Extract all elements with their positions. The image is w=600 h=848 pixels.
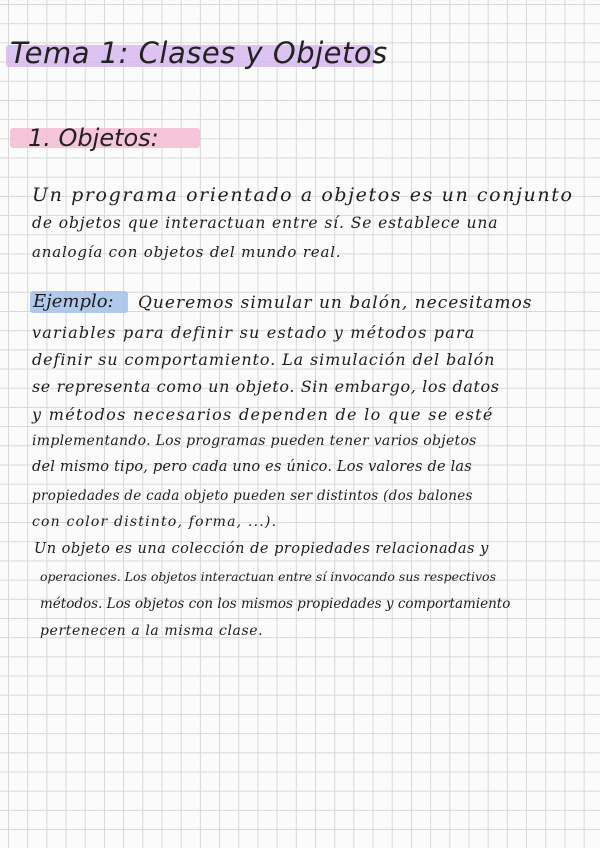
page-title: Tema 1: Clases y Objetos [10,36,388,70]
intro-line: de objetos que interactuan entre sí. Se establece una [32,214,499,232]
example-line: variables para definir su estado y métodos para [32,323,476,342]
example-line: implementando. Los programas pueden tener varios objetos [32,433,477,449]
example-line: se representa como un objeto. Sin embargo, los datos [32,377,500,396]
section-heading: 1. Objetos: [28,124,159,152]
example-line: y métodos necesarios dependen de lo que se esté [32,405,494,424]
example-line: del mismo tipo, pero cada uno es único. Los valores de las [32,459,472,475]
definition-line: pertenecen a la misma clase. [40,623,264,639]
intro-line: analogía con objetos del mundo real. [32,243,342,261]
example-label: Ejemplo: [33,291,114,312]
intro-line: Un programa orientado a objetos es un conjunto [32,184,574,206]
example-line: con color distinto, forma, ...). [32,514,278,530]
example-line: definir su comportamiento. La simulación del balón [32,350,496,369]
definition-line: Un objeto es una colección de propiedades relacionadas y [34,541,489,557]
example-line: propiedades de cada objeto pueden ser distintos (dos balones [32,488,473,504]
definition-line: métodos. Los objetos con los mismos propiedades y comportamiento [40,596,511,612]
definition-line: operaciones. Los objetos interactuan entre sí invocando sus respectivos [40,569,496,584]
example-line: Queremos simular un balón, necesitamos [138,293,533,313]
